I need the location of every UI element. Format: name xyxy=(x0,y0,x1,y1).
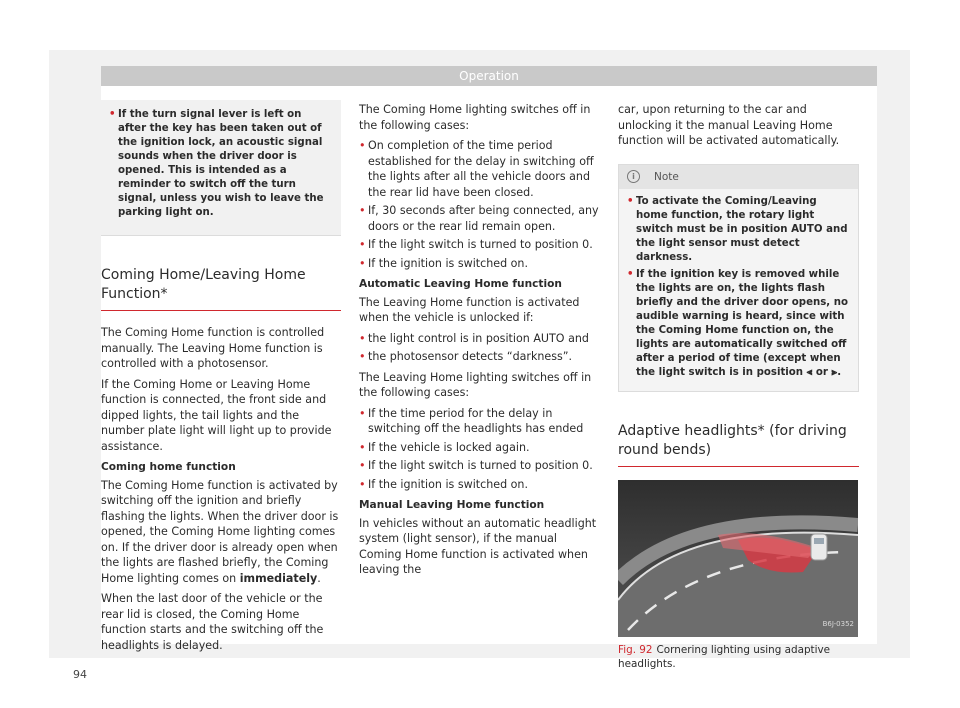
list-item: • If the ignition is switched on. xyxy=(359,477,528,491)
subheading: Coming home function xyxy=(101,461,236,473)
note-box xyxy=(618,164,859,392)
bullet-icon: • xyxy=(359,204,366,217)
page-content xyxy=(101,66,877,670)
column-middle xyxy=(359,102,601,583)
figure-caption: Fig. 92 Cornering lighting using adaptive headlights. xyxy=(618,643,831,670)
list-item: • If, 30 seconds after being connected, any doors or the rear lid remain open. xyxy=(359,204,599,233)
subheading: Manual Leaving Home function xyxy=(359,499,545,511)
paragraph: When the last door of the vehicle or the rear lid is closed, the Coming Home function starts and the switching off the headlights is delayed. xyxy=(101,592,324,652)
warning-text: If the turn signal lever is left on after the key has been taken out of the ignition lock, an acoustic signal sounds when the driver door is opened. This is intended as a reminder to switch off the turn signal, unless you wish to leave the parking light on. xyxy=(118,109,324,218)
warning-box xyxy=(101,100,341,236)
bullet-icon: • xyxy=(359,477,366,491)
info-icon: i xyxy=(627,170,640,183)
bullet-icon: • xyxy=(359,350,366,363)
road-illustration xyxy=(618,480,858,637)
subheading: Automatic Leaving Home function xyxy=(359,278,562,290)
section-heading-coming-home: Coming Home/Leaving Home Function* xyxy=(101,266,341,311)
bullet-icon: • xyxy=(359,256,366,270)
page-header: Operation xyxy=(101,66,877,86)
bullet-icon: • xyxy=(359,238,366,251)
case-list-1 xyxy=(359,138,601,271)
bullet-icon: • xyxy=(359,139,366,152)
bullet-icon: • xyxy=(627,195,634,207)
paragraph: The Coming Home function is activated by switching off the ignition and briefly flashing the lights. When the driver door is opened, the Coming Home lighting comes on. If the driver door is already open when the lights are flashed briefly, the Coming Home lighting comes on immediately. xyxy=(101,478,339,585)
bullet-icon: • xyxy=(109,109,116,120)
list-item: • To activate the Coming/Leaving home function, the rotary light switch must be in position AUTO and the light sensor must detect darkness. xyxy=(627,195,848,263)
paragraph: If the Coming Home or Leaving Home function is connected, the front side and dipped lights, the tail lights and the number plate light will light up to provide assistance. xyxy=(101,377,332,453)
bullet-icon: • xyxy=(359,440,366,454)
paragraph: In vehicles without an automatic headlight system (light sensor), if the manual Coming Home function is activated when leaving the xyxy=(359,516,597,576)
paragraph: The Leaving Home function is activated when the vehicle is unlocked if: xyxy=(359,295,580,324)
list-item: • If the vehicle is locked again. xyxy=(359,440,530,454)
figure-code: B6J-0352 xyxy=(822,620,854,628)
bullet-icon: • xyxy=(359,331,366,345)
note-label: Note xyxy=(654,170,679,183)
page-background xyxy=(49,50,910,681)
list-item: • If the light switch is turned to position 0. xyxy=(359,459,593,472)
section-heading-adaptive-headlights: Adaptive headlights* (for driving round bends) xyxy=(618,422,859,467)
list-item: • If the time period for the delay in switching off the headlights has ended xyxy=(359,406,584,435)
list-item: • the photosensor detects “darkness”. xyxy=(359,350,573,363)
paragraph: The Leaving Home lighting switches off in the following cases: xyxy=(359,370,592,399)
column-right xyxy=(618,102,859,671)
figure-label: Fig. 92 xyxy=(618,643,653,656)
list-item: • If the light switch is turned to position 0. xyxy=(359,238,593,251)
bullet-icon: • xyxy=(359,459,366,472)
figure-cornering-lighting xyxy=(618,480,858,637)
list-item: • If the ignition key is removed while the lights are on, the lights flash briefly and the driver door opens, no audible warning is heard, since with the Coming Home function on, the lights are automatically switched off after a period of time (except when the light switch is in position ⫷ or ⫸. xyxy=(627,268,848,378)
paragraph: The Coming Home lighting switches off in the following cases: xyxy=(359,103,591,132)
list-item: • If the ignition is switched on. xyxy=(359,256,528,270)
column-left xyxy=(101,100,341,658)
list-item: • the light control is in position AUTO and xyxy=(359,331,589,345)
list-item: • On completion of the time period established for the delay in switching off the lights after all the vehicle doors and the rear lid have been closed. xyxy=(359,139,594,199)
paragraph: car, upon returning to the car and unlocking it the manual Leaving Home function will be activated automatically. xyxy=(618,103,840,147)
paragraph: The Coming Home function is controlled manually. The Leaving Home function is controlled with a photosensor. xyxy=(101,326,325,370)
page-number: 94 xyxy=(73,668,87,681)
bullet-icon: • xyxy=(627,268,634,280)
bullet-icon: • xyxy=(359,406,366,420)
